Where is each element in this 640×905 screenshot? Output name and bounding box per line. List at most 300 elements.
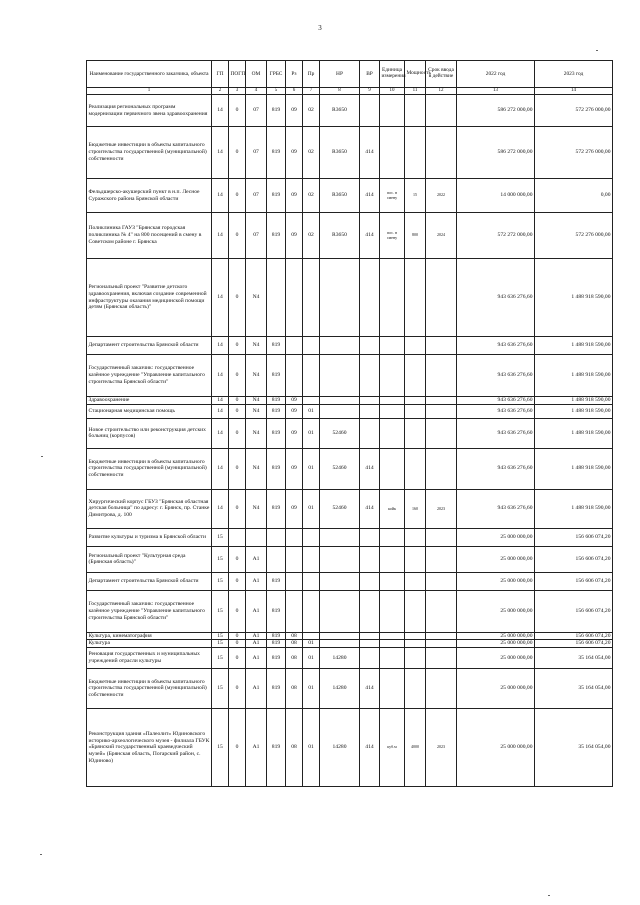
cell-om: A1 bbox=[246, 669, 267, 709]
cell-grbs: 819 bbox=[267, 640, 286, 648]
cell-grbs: 819 bbox=[267, 337, 286, 355]
table-row bbox=[87, 337, 613, 355]
cell-gp: 14 bbox=[212, 448, 229, 489]
cell-pogp: 0 bbox=[229, 179, 246, 213]
cell-grbs: 819 bbox=[267, 448, 286, 489]
cell-term bbox=[426, 95, 457, 127]
cell-term bbox=[426, 640, 457, 648]
cell-nr bbox=[320, 404, 360, 418]
cell-pr: 01 bbox=[303, 404, 320, 418]
table-row bbox=[87, 546, 613, 572]
cell-grbs: 819 bbox=[267, 404, 286, 418]
cell-unit bbox=[380, 546, 405, 572]
cell-grbs: 819 bbox=[267, 572, 286, 590]
row-label: Реновация государственных и муниципальных учреждений отрасли культуры bbox=[87, 648, 212, 669]
cell-grbs bbox=[267, 546, 286, 572]
cell-vr: 414 bbox=[360, 127, 380, 179]
cell-unit bbox=[380, 669, 405, 709]
cell-unit: пос. в смену bbox=[380, 179, 405, 213]
cell-vr bbox=[360, 640, 380, 648]
cell-pogp: 0 bbox=[229, 546, 246, 572]
cell-gp: 14 bbox=[212, 404, 229, 418]
table-row bbox=[87, 572, 613, 590]
cell-cap bbox=[405, 669, 426, 709]
cell-om: N4 bbox=[246, 337, 267, 355]
cell-pr: 02 bbox=[303, 127, 320, 179]
table-row bbox=[87, 669, 613, 709]
cell-vr bbox=[360, 418, 380, 448]
cell-pr bbox=[303, 590, 320, 632]
cell-om: N4 bbox=[246, 259, 267, 337]
header-cell: ВР bbox=[360, 61, 380, 88]
cell-y2023: 572 276 000,00 bbox=[535, 127, 613, 179]
cell-nr: 52460 bbox=[320, 448, 360, 489]
cell-pr: 01 bbox=[303, 448, 320, 489]
cell-cap bbox=[405, 632, 426, 640]
cell-gp: 15 bbox=[212, 632, 229, 640]
cell-cap: 160 bbox=[405, 489, 426, 528]
cell-y2022: 25 000 000,00 bbox=[457, 709, 535, 787]
cell-pr bbox=[303, 546, 320, 572]
cell-nr: R3650 bbox=[320, 213, 360, 259]
cell-term bbox=[426, 528, 457, 546]
cell-y2022: 25 000 000,00 bbox=[457, 640, 535, 648]
cell-y2023: 572 276 000,00 bbox=[535, 213, 613, 259]
cell-pr bbox=[303, 337, 320, 355]
page-number: 3 bbox=[318, 24, 322, 32]
cell-nr: 14280 bbox=[320, 709, 360, 787]
cell-pr: 02 bbox=[303, 213, 320, 259]
cell-nr bbox=[320, 590, 360, 632]
scan-speck bbox=[548, 895, 550, 896]
cell-nr bbox=[320, 640, 360, 648]
row-label: Культура bbox=[87, 640, 212, 648]
cell-grbs: 819 bbox=[267, 95, 286, 127]
cell-cap bbox=[405, 355, 426, 397]
row-label: Новое строительство или реконструкция детских больниц (корпусов) bbox=[87, 418, 212, 448]
cell-nr bbox=[320, 632, 360, 640]
cell-gp: 15 bbox=[212, 590, 229, 632]
cell-pogp: 0 bbox=[229, 448, 246, 489]
cell-y2022: 25 000 000,00 bbox=[457, 632, 535, 640]
cell-rz bbox=[286, 590, 303, 632]
cell-gp: 14 bbox=[212, 213, 229, 259]
table-row bbox=[87, 355, 613, 397]
cell-gp: 14 bbox=[212, 397, 229, 405]
cell-unit bbox=[380, 448, 405, 489]
cell-term: 2024 bbox=[426, 213, 457, 259]
row-label: Развитие культуры и туризма в Брянской области bbox=[87, 528, 212, 546]
table-row bbox=[87, 397, 613, 405]
column-number: 3 bbox=[229, 88, 246, 95]
cell-pogp: 0 bbox=[229, 648, 246, 669]
column-number: 8 bbox=[320, 88, 360, 95]
table-row bbox=[87, 448, 613, 489]
header-cell: 2023 год bbox=[535, 61, 613, 88]
table-row bbox=[87, 259, 613, 337]
cell-vr bbox=[360, 648, 380, 669]
cell-om: 07 bbox=[246, 95, 267, 127]
cell-nr: R3650 bbox=[320, 95, 360, 127]
cell-om: N4 bbox=[246, 404, 267, 418]
cell-pr: 01 bbox=[303, 648, 320, 669]
table-row bbox=[87, 632, 613, 640]
cell-y2023: 1 488 918 590,00 bbox=[535, 397, 613, 405]
cell-pogp: 0 bbox=[229, 127, 246, 179]
cell-unit bbox=[380, 640, 405, 648]
cell-pr: 01 bbox=[303, 669, 320, 709]
cell-rz: 09 bbox=[286, 127, 303, 179]
cell-cap: 4000 bbox=[405, 709, 426, 787]
cell-grbs: 819 bbox=[267, 179, 286, 213]
cell-om: A1 bbox=[246, 709, 267, 787]
cell-om: N4 bbox=[246, 355, 267, 397]
cell-vr: 414 bbox=[360, 709, 380, 787]
column-number: 1 bbox=[87, 88, 212, 95]
cell-om: A1 bbox=[246, 640, 267, 648]
cell-pogp: 0 bbox=[229, 213, 246, 259]
cell-grbs: 819 bbox=[267, 127, 286, 179]
cell-pogp: 0 bbox=[229, 404, 246, 418]
cell-om: A1 bbox=[246, 632, 267, 640]
cell-pogp: 0 bbox=[229, 572, 246, 590]
table-row bbox=[87, 95, 613, 127]
cell-y2022: 586 272 000,00 bbox=[457, 127, 535, 179]
cell-rz: 09 bbox=[286, 213, 303, 259]
cell-rz: 09 bbox=[286, 448, 303, 489]
cell-rz bbox=[286, 355, 303, 397]
table-row bbox=[87, 179, 613, 213]
cell-y2023: 156 606 074,20 bbox=[535, 528, 613, 546]
cell-gp: 14 bbox=[212, 179, 229, 213]
cell-y2022: 14 000 000,00 bbox=[457, 179, 535, 213]
cell-term bbox=[426, 404, 457, 418]
cell-unit: койк bbox=[380, 489, 405, 528]
row-label: Бюджетные инвестиции в объекты капитального строительства государственной (муниципальной) собственности bbox=[87, 127, 212, 179]
cell-om: A1 bbox=[246, 546, 267, 572]
row-label: Бюджетные инвестиции в объекты капитального строительства государственной (муниципальной) собственности bbox=[87, 448, 212, 489]
header-cell: Единица измерения bbox=[380, 61, 405, 88]
cell-vr bbox=[360, 546, 380, 572]
cell-cap bbox=[405, 448, 426, 489]
cell-vr bbox=[360, 95, 380, 127]
cell-cap bbox=[405, 397, 426, 405]
cell-term bbox=[426, 337, 457, 355]
cell-y2023: 156 606 074,20 bbox=[535, 640, 613, 648]
cell-grbs: 819 bbox=[267, 648, 286, 669]
cell-grbs bbox=[267, 528, 286, 546]
cell-gp: 15 bbox=[212, 528, 229, 546]
cell-term bbox=[426, 397, 457, 405]
cell-y2022: 25 000 000,00 bbox=[457, 590, 535, 632]
cell-om: 07 bbox=[246, 213, 267, 259]
cell-term bbox=[426, 572, 457, 590]
cell-nr bbox=[320, 546, 360, 572]
cell-y2022: 943 636 276,60 bbox=[457, 337, 535, 355]
cell-nr bbox=[320, 259, 360, 337]
header-cell: Пр bbox=[303, 61, 320, 88]
cell-pr bbox=[303, 397, 320, 405]
header-row bbox=[87, 61, 613, 88]
row-label: Реконструкция здания «Палеолит» Юдиновского историко-археологического музея - филиала ГБУК «Брянский государственный краеведческий музей» (Брянская область, Погарский район, с. Юдиново) bbox=[87, 709, 212, 787]
cell-unit bbox=[380, 418, 405, 448]
row-label: Государственный заказчик: государственное казённое учреждение "Управление капитального строительства Брянской области" bbox=[87, 590, 212, 632]
cell-rz: 09 bbox=[286, 404, 303, 418]
row-label: Департамент строительства Брянской области bbox=[87, 572, 212, 590]
cell-y2023: 35 164 054,00 bbox=[535, 648, 613, 669]
cell-y2023: 156 606 074,20 bbox=[535, 590, 613, 632]
cell-vr: 414 bbox=[360, 179, 380, 213]
budget-table bbox=[86, 60, 613, 787]
cell-vr: 414 bbox=[360, 448, 380, 489]
scan-speck bbox=[596, 50, 598, 51]
cell-y2022: 943 636 276,60 bbox=[457, 404, 535, 418]
cell-cap bbox=[405, 95, 426, 127]
cell-y2023: 1 488 918 590,00 bbox=[535, 418, 613, 448]
cell-vr bbox=[360, 572, 380, 590]
cell-rz: 09 bbox=[286, 179, 303, 213]
cell-rz bbox=[286, 337, 303, 355]
cell-y2023: 1 488 918 590,00 bbox=[535, 404, 613, 418]
cell-unit bbox=[380, 337, 405, 355]
cell-nr: 52460 bbox=[320, 418, 360, 448]
table-row bbox=[87, 127, 613, 179]
cell-rz: 08 bbox=[286, 640, 303, 648]
cell-cap bbox=[405, 546, 426, 572]
row-label: Хирургический корпус ГБУЗ "Брянская областная детская больница" по адресу: г. Брянск, пр. Станке Димитрова, д. 100 bbox=[87, 489, 212, 528]
cell-pr: 01 bbox=[303, 418, 320, 448]
column-number: 7 bbox=[303, 88, 320, 95]
header-cell: НР bbox=[320, 61, 360, 88]
table-row bbox=[87, 213, 613, 259]
cell-unit bbox=[380, 355, 405, 397]
cell-pr: 01 bbox=[303, 709, 320, 787]
cell-y2023: 1 488 918 590,00 bbox=[535, 355, 613, 397]
cell-pr bbox=[303, 259, 320, 337]
cell-pogp: 0 bbox=[229, 709, 246, 787]
cell-gp: 15 bbox=[212, 669, 229, 709]
cell-term bbox=[426, 546, 457, 572]
cell-unit bbox=[380, 572, 405, 590]
cell-pr bbox=[303, 632, 320, 640]
table-row bbox=[87, 528, 613, 546]
row-label: Поликлиника ГАУЗ "Брянская городская поликлиника № 4" на 800 посещений в смену в Советском районе г. Брянска bbox=[87, 213, 212, 259]
cell-om bbox=[246, 528, 267, 546]
cell-y2022: 943 636 276,60 bbox=[457, 259, 535, 337]
cell-pogp: 0 bbox=[229, 355, 246, 397]
cell-term bbox=[426, 355, 457, 397]
header-cell: ГРБС bbox=[267, 61, 286, 88]
cell-rz bbox=[286, 546, 303, 572]
cell-vr bbox=[360, 590, 380, 632]
cell-y2022: 25 000 000,00 bbox=[457, 546, 535, 572]
header-cell: 2022 год bbox=[457, 61, 535, 88]
column-number: 12 bbox=[426, 88, 457, 95]
cell-nr: 14280 bbox=[320, 669, 360, 709]
row-label: Департамент строительства Брянской области bbox=[87, 337, 212, 355]
cell-grbs: 819 bbox=[267, 590, 286, 632]
cell-pogp: 0 bbox=[229, 397, 246, 405]
cell-om: N4 bbox=[246, 418, 267, 448]
cell-rz bbox=[286, 572, 303, 590]
row-label: Государственный заказчик: государственное казённое учреждение "Управление капитального строительства Брянской области" bbox=[87, 355, 212, 397]
scan-speck bbox=[41, 456, 43, 457]
cell-vr: 414 bbox=[360, 213, 380, 259]
table-row bbox=[87, 590, 613, 632]
cell-rz: 09 bbox=[286, 489, 303, 528]
cell-grbs: 819 bbox=[267, 418, 286, 448]
row-label: Стационарная медицинская помощь bbox=[87, 404, 212, 418]
cell-y2023: 1 488 918 590,00 bbox=[535, 337, 613, 355]
cell-rz: 09 bbox=[286, 95, 303, 127]
cell-vr bbox=[360, 355, 380, 397]
cell-y2022: 943 636 276,60 bbox=[457, 418, 535, 448]
cell-cap bbox=[405, 640, 426, 648]
cell-term bbox=[426, 648, 457, 669]
cell-rz: 09 bbox=[286, 397, 303, 405]
cell-rz bbox=[286, 528, 303, 546]
cell-y2022: 572 272 000,00 bbox=[457, 213, 535, 259]
cell-om: N4 bbox=[246, 397, 267, 405]
cell-y2022: 943 636 276,60 bbox=[457, 489, 535, 528]
cell-y2023: 572 276 000,00 bbox=[535, 95, 613, 127]
cell-pogp: 0 bbox=[229, 337, 246, 355]
cell-gp: 15 bbox=[212, 648, 229, 669]
cell-nr bbox=[320, 355, 360, 397]
cell-y2022: 25 000 000,00 bbox=[457, 669, 535, 709]
table-row bbox=[87, 404, 613, 418]
column-number-row bbox=[87, 88, 613, 95]
row-label: Реализация региональных программ модернизации первичного звена здравоохранения bbox=[87, 95, 212, 127]
cell-vr bbox=[360, 397, 380, 405]
cell-term bbox=[426, 632, 457, 640]
cell-y2023: 0,00 bbox=[535, 179, 613, 213]
header-cell: ОМ bbox=[246, 61, 267, 88]
table-row bbox=[87, 648, 613, 669]
row-label: Здравоохранение bbox=[87, 397, 212, 405]
row-label: Культура, кинематография bbox=[87, 632, 212, 640]
row-label: Бюджетные инвестиции в объекты капитального строительства государственной (муниципальной) собственности bbox=[87, 669, 212, 709]
cell-y2023: 1 488 918 590,00 bbox=[535, 489, 613, 528]
row-label: Региональный проект "Культурная среда (Брянская область)" bbox=[87, 546, 212, 572]
cell-nr: R3650 bbox=[320, 127, 360, 179]
row-label: Региональный проект "Развитие детского здравоохранения, включая создание современной инфраструктуры оказания медицинской помощи детям (Брянская область)" bbox=[87, 259, 212, 337]
cell-cap bbox=[405, 127, 426, 179]
cell-grbs bbox=[267, 259, 286, 337]
cell-gp: 14 bbox=[212, 489, 229, 528]
column-number: 9 bbox=[360, 88, 380, 95]
cell-vr bbox=[360, 404, 380, 418]
table-row bbox=[87, 640, 613, 648]
cell-y2023: 35 164 054,00 bbox=[535, 709, 613, 787]
cell-nr bbox=[320, 337, 360, 355]
header-cell: Мощность bbox=[405, 61, 426, 88]
cell-unit bbox=[380, 259, 405, 337]
cell-gp: 14 bbox=[212, 95, 229, 127]
header-cell: Срок ввода в действие bbox=[426, 61, 457, 88]
cell-cap bbox=[405, 259, 426, 337]
cell-cap bbox=[405, 418, 426, 448]
cell-vr bbox=[360, 528, 380, 546]
cell-cap bbox=[405, 590, 426, 632]
cell-term bbox=[426, 590, 457, 632]
cell-unit bbox=[380, 397, 405, 405]
cell-om: N4 bbox=[246, 489, 267, 528]
cell-pr bbox=[303, 572, 320, 590]
cell-cap bbox=[405, 572, 426, 590]
table-row bbox=[87, 489, 613, 528]
column-number: 10 bbox=[380, 88, 405, 95]
cell-om: N4 bbox=[246, 448, 267, 489]
cell-om: A1 bbox=[246, 590, 267, 632]
cell-y2022: 25 000 000,00 bbox=[457, 572, 535, 590]
cell-nr bbox=[320, 397, 360, 405]
cell-nr bbox=[320, 528, 360, 546]
cell-unit bbox=[380, 404, 405, 418]
cell-y2023: 35 164 054,00 bbox=[535, 669, 613, 709]
cell-unit bbox=[380, 528, 405, 546]
column-number: 14 bbox=[535, 88, 613, 95]
cell-unit: пос. в смену bbox=[380, 213, 405, 259]
header-cell: Наименование государственного заказчика, объекта bbox=[87, 61, 212, 88]
cell-unit bbox=[380, 590, 405, 632]
cell-unit bbox=[380, 127, 405, 179]
cell-unit bbox=[380, 648, 405, 669]
column-number: 2 bbox=[212, 88, 229, 95]
cell-y2022: 943 636 276,60 bbox=[457, 397, 535, 405]
table-row bbox=[87, 418, 613, 448]
cell-gp: 15 bbox=[212, 709, 229, 787]
cell-cap bbox=[405, 648, 426, 669]
column-number: 11 bbox=[405, 88, 426, 95]
header-cell: ПОГП bbox=[229, 61, 246, 88]
cell-rz: 08 bbox=[286, 632, 303, 640]
cell-vr: 414 bbox=[360, 489, 380, 528]
cell-pogp: 0 bbox=[229, 95, 246, 127]
cell-cap bbox=[405, 528, 426, 546]
cell-unit bbox=[380, 632, 405, 640]
cell-rz bbox=[286, 259, 303, 337]
cell-pogp: 0 bbox=[229, 590, 246, 632]
cell-grbs: 819 bbox=[267, 632, 286, 640]
cell-term bbox=[426, 127, 457, 179]
cell-om: A1 bbox=[246, 572, 267, 590]
cell-term: 2023 bbox=[426, 709, 457, 787]
header-cell: Рз bbox=[286, 61, 303, 88]
cell-pr bbox=[303, 528, 320, 546]
cell-grbs: 819 bbox=[267, 397, 286, 405]
cell-term: 2022 bbox=[426, 179, 457, 213]
header-cell: ГП bbox=[212, 61, 229, 88]
cell-pogp: 0 bbox=[229, 259, 246, 337]
cell-rz: 08 bbox=[286, 648, 303, 669]
cell-pogp: 0 bbox=[229, 669, 246, 709]
cell-y2022: 25 000 000,00 bbox=[457, 648, 535, 669]
cell-cap bbox=[405, 404, 426, 418]
column-number: 4 bbox=[246, 88, 267, 95]
cell-vr bbox=[360, 259, 380, 337]
cell-gp: 14 bbox=[212, 418, 229, 448]
cell-grbs: 819 bbox=[267, 355, 286, 397]
cell-rz: 08 bbox=[286, 709, 303, 787]
cell-om: 07 bbox=[246, 179, 267, 213]
cell-pr: 02 bbox=[303, 179, 320, 213]
cell-pogp: 0 bbox=[229, 632, 246, 640]
cell-unit bbox=[380, 95, 405, 127]
cell-rz: 09 bbox=[286, 418, 303, 448]
cell-vr: 414 bbox=[360, 669, 380, 709]
cell-pr: 01 bbox=[303, 640, 320, 648]
